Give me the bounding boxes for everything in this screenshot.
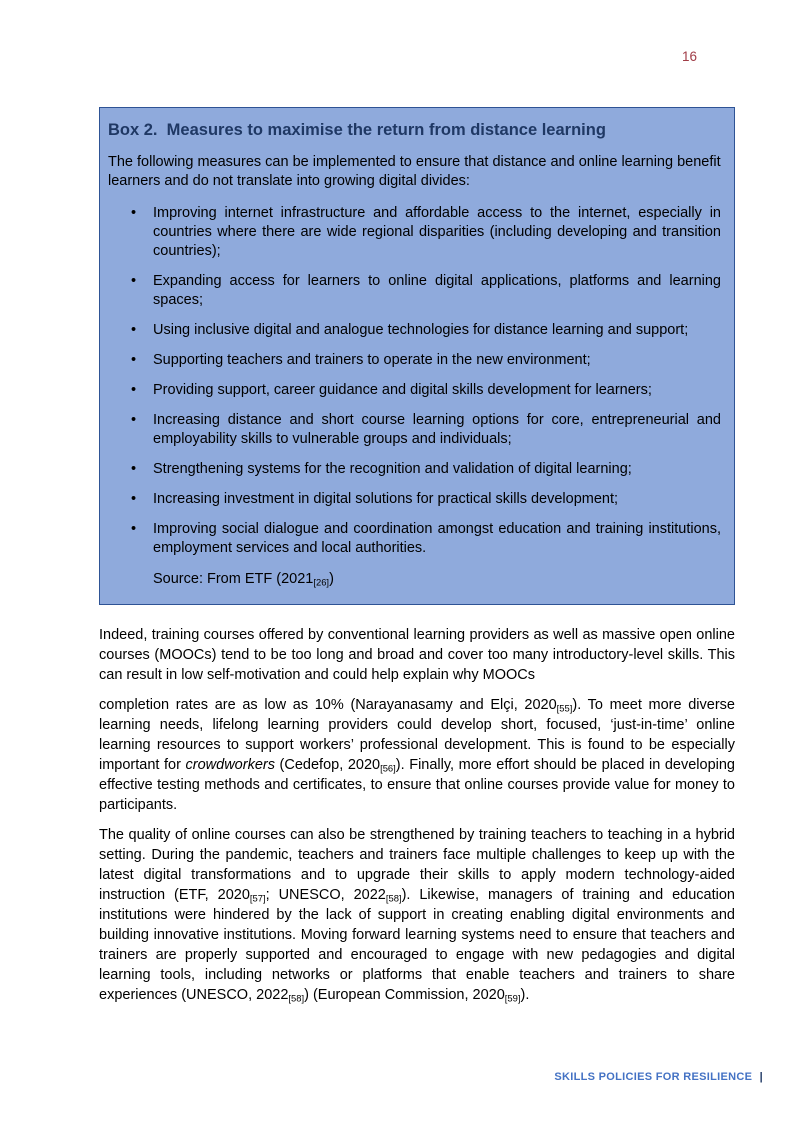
- bullet-item: • Improving internet infrastructure and affordable access to the internet, especially in countries where there are wide regional disparities (including developing and transition countries);: [108, 204, 721, 261]
- bullet-item: • Improving social dialogue and coordination amongst education and training institutions, employment services and local authorities.: [108, 520, 721, 558]
- page-footer: [554, 1071, 763, 1083]
- bullet-item: • Supporting teachers and trainers to operate in the new environment;: [108, 351, 721, 370]
- footer-divider: |: [759, 1071, 763, 1083]
- page-content: [99, 107, 735, 1015]
- body-paragraph: The quality of online courses can also be strengthened by training teachers to teaching in a hybrid setting. During the pandemic, teachers and trainers face multiple challenges to keep up with the latest digital transformations and to upgrade their skills to apply modern technology-aided instruction (ETF, $2020_{[57]}$; UNESCO, $2022_{[58]}$). Likewise, managers of training and education institutions were hindered by the lack of support in creating enabling digital environments and building innovative institutions. Moving forward learning systems need to ensure that teachers and trainers are properly supported and encouraged to engage with new pedagogies and digital learning tools, including networks or platforms that enable teachers and trainers to share experiences (UNESCO, $2022_{[58]}$) (European Commission, $2020_{[59]}$).: [99, 827, 735, 1004]
- box-2-panel: [99, 107, 735, 605]
- footer-title: SKILLS POLICIES FOR RESILIENCE: [554, 1071, 753, 1083]
- box-source-line: Source: From ETF $(2021_{[26]})$: [153, 571, 334, 588]
- box-title: Box 2. Measures to maximise the return from distance learning: [108, 121, 606, 139]
- box-bullet-list: [108, 204, 721, 558]
- box-intro-text: The following measures can be implemented to ensure that distance and online learning benefit learners and do not translate into growing digital divides:: [108, 154, 721, 189]
- bullet-item: • Strengthening systems for the recognition and validation of digital learning;: [108, 460, 721, 479]
- page-number: 16: [681, 49, 697, 64]
- body-paragraph: completion rates are as low as 10% (Narayanasamy and Elçi, $2020_{[55]}$). To meet more diverse learning needs, lifelong learning providers could develop short, focused, ‘just-in-time’ online learning resources to support workers’ professional development. This is found to be especially important for crowdworkers (Cedefop, $2020_{[56]}$). Finally, more effort should be placed in developing effective testing methods and certificates, to ensure that online courses provide value for money to participants.: [99, 697, 735, 813]
- bullet-item: • Expanding access for learners to online digital applications, platforms and learning spaces;: [108, 272, 721, 310]
- bullet-item: • Using inclusive digital and analogue technologies for distance learning and support;: [108, 321, 721, 340]
- bullet-item: • Increasing investment in digital solutions for practical skills development;: [108, 490, 721, 509]
- bullet-item: • Increasing distance and short course learning options for core, entrepreneurial and employability skills to vulnerable groups and individuals;: [108, 411, 721, 449]
- body-paragraph: Indeed, training courses offered by conventional learning providers as well as massive open online courses (MOOCs) tend to be too long and broad and cover too many introductory-level skills. This can result in low self-motivation and could help explain why MOOCs: [99, 627, 735, 683]
- bullet-item: • Providing support, career guidance and digital skills development for learners;: [108, 381, 721, 400]
